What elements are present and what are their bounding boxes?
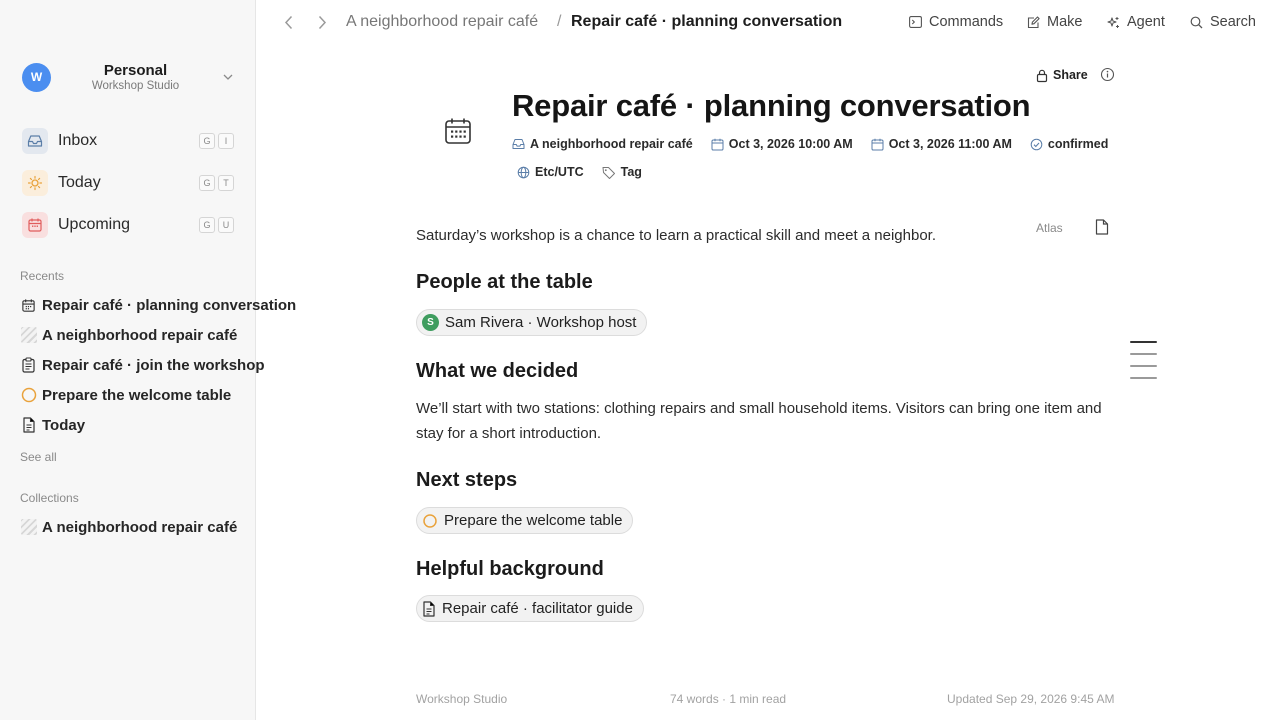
outline-line: [1130, 365, 1157, 367]
meta-end-label: Oct 3, 2026 11:00 AM: [888, 137, 1012, 151]
person-chip[interactable]: [416, 309, 647, 336]
shortcut-key: G: [199, 133, 215, 149]
recent-item[interactable]: [20, 294, 297, 316]
document-icon: [20, 417, 37, 434]
outline-line: [1130, 377, 1157, 379]
workspace-subtitle: Workshop Studio: [91, 79, 180, 92]
workspace-switcher[interactable]: [22, 60, 236, 94]
shortcut-hint: [199, 133, 234, 149]
decided-paragraph[interactable]: We’ll start with two stations: clothing repairs and small household items. Visitors can bring one item and stay for a short introduction.: [416, 400, 1102, 442]
shortcut-hint: [199, 175, 234, 191]
intro-paragraph[interactable]: Saturday’s workshop is a chance to learn a practical skill and meet a neighbor.: [416, 227, 937, 244]
collection-item[interactable]: [20, 516, 238, 538]
calendar-icon: [871, 138, 884, 151]
shortcut-key: I: [218, 133, 234, 149]
lock-icon: [1036, 69, 1048, 82]
shortcut-hint: [199, 217, 234, 233]
agent-label: Agent: [1127, 14, 1165, 30]
tag-icon: [602, 166, 616, 179]
recents-heading: Recents: [20, 269, 65, 283]
shortcut-key: U: [218, 217, 234, 233]
recent-item[interactable]: [20, 414, 238, 436]
footer-updated: Updated Sep 29, 2026 9:45 AM: [947, 692, 1115, 706]
back-arrow-icon[interactable]: [278, 12, 298, 32]
meta-timezone-label: Etc/UTC: [535, 165, 584, 179]
commands-button[interactable]: [909, 12, 1003, 32]
shortcut-key: G: [199, 217, 215, 233]
meta-start[interactable]: [711, 137, 853, 151]
avatar: S: [422, 314, 439, 331]
inbox-icon: [22, 128, 48, 154]
share-button[interactable]: [1036, 66, 1088, 84]
section-heading-background[interactable]: Helpful background: [416, 558, 604, 580]
task-chip[interactable]: [416, 507, 633, 534]
sparkle-icon: [1107, 16, 1120, 29]
document-icon: [422, 601, 436, 617]
meta-end[interactable]: [871, 137, 1012, 151]
recent-item[interactable]: [20, 384, 238, 406]
task-chip-label: Prepare the welcome table: [444, 512, 623, 529]
make-label: Make: [1047, 14, 1083, 30]
task-circle-icon: [20, 387, 37, 404]
meta-status-label: confirmed: [1047, 137, 1109, 151]
sidebar-item-today[interactable]: [22, 169, 234, 197]
commands-icon: [909, 16, 922, 28]
outline-line: [1130, 353, 1157, 355]
recent-item-label: Repair café · planning conversation: [42, 296, 297, 314]
forward-arrow-icon[interactable]: [312, 12, 332, 32]
recent-item-label: A neighborhood repair café: [42, 326, 238, 344]
section-heading-decided[interactable]: What we decided: [416, 360, 579, 382]
search-button[interactable]: [1190, 12, 1256, 32]
shortcut-key: T: [218, 175, 234, 191]
recent-item[interactable]: [20, 354, 265, 376]
section-heading-next-steps[interactable]: Next steps: [416, 469, 518, 491]
workspace-avatar: W: [22, 63, 51, 92]
outline-toggle[interactable]: [1130, 341, 1157, 379]
meta-collection[interactable]: [512, 137, 693, 151]
calendar-icon: [711, 138, 724, 151]
meta-status[interactable]: [1030, 137, 1108, 151]
page-title[interactable]: Repair café · planning conversation: [512, 88, 1031, 123]
share-label: Share: [1053, 68, 1088, 82]
calendar-icon: [443, 116, 473, 146]
collection-icon: [20, 327, 37, 344]
edit-icon: [1027, 16, 1040, 29]
outline-line: [1130, 341, 1157, 343]
meta-collection-label: A neighborhood repair café: [530, 137, 693, 151]
recent-item-label: Today: [42, 416, 86, 434]
metadata-row: [512, 135, 1126, 153]
inbox-icon: [512, 138, 525, 150]
document-chip[interactable]: [416, 595, 644, 622]
workspace-name: Personal: [103, 61, 168, 79]
shortcut-key: G: [199, 175, 215, 191]
collection-item-label: A neighborhood repair café: [42, 518, 238, 536]
search-label: Search: [1210, 14, 1256, 30]
top-bar: [256, 0, 1280, 44]
see-all-link[interactable]: See all: [20, 450, 57, 464]
person-chip-label: Sam Rivera · Workshop host: [445, 314, 637, 331]
meta-start-label: Oct 3, 2026 10:00 AM: [728, 137, 853, 151]
sidebar-item-label: Inbox: [58, 132, 98, 149]
collection-icon: [20, 519, 37, 536]
search-icon: [1190, 16, 1203, 29]
calendar-icon: [22, 212, 48, 238]
breadcrumb-current: Repair café · planning conversation: [571, 13, 843, 30]
sun-icon: [22, 170, 48, 196]
meta-tag-label: Tag: [620, 165, 642, 179]
chevron-down-icon[interactable]: [220, 69, 236, 85]
check-circle-icon: [1030, 138, 1043, 151]
recent-item-label: Repair café · join the workshop: [42, 356, 265, 374]
make-button[interactable]: [1027, 12, 1082, 32]
sidebar-item-upcoming[interactable]: [22, 211, 234, 239]
workspace-text: [51, 62, 220, 93]
footer-workspace: Workshop Studio: [416, 692, 508, 706]
info-icon[interactable]: [1100, 67, 1115, 82]
meta-timezone[interactable]: [517, 165, 584, 179]
recent-item-label: Prepare the welcome table: [42, 386, 232, 404]
document-chip-label: Repair café · facilitator guide: [442, 600, 633, 617]
atlas-label[interactable]: Atlas: [1036, 221, 1063, 235]
sidebar-item-label: Upcoming: [58, 216, 131, 233]
file-icon[interactable]: [1095, 219, 1109, 235]
clipboard-icon: [20, 357, 37, 374]
globe-icon: [517, 166, 530, 179]
footer-stats: 74 words · 1 min read: [670, 692, 787, 706]
breadcrumb-parent[interactable]: A neighborhood repair café: [346, 13, 539, 30]
sidebar-item-inbox[interactable]: [22, 127, 234, 155]
collections-heading: Collections: [20, 491, 79, 505]
commands-label: Commands: [929, 14, 1004, 30]
sidebar-item-label: Today: [58, 174, 101, 191]
agent-button[interactable]: [1107, 12, 1165, 32]
sidebar: [0, 0, 297, 720]
calendar-icon: [20, 297, 37, 314]
task-circle-icon: [422, 513, 438, 529]
breadcrumb-separator: /: [557, 13, 562, 30]
section-heading-people[interactable]: People at the table: [416, 271, 593, 293]
meta-tag[interactable]: [602, 165, 642, 179]
recent-item[interactable]: [20, 324, 238, 346]
metadata-row-2: [517, 163, 660, 181]
